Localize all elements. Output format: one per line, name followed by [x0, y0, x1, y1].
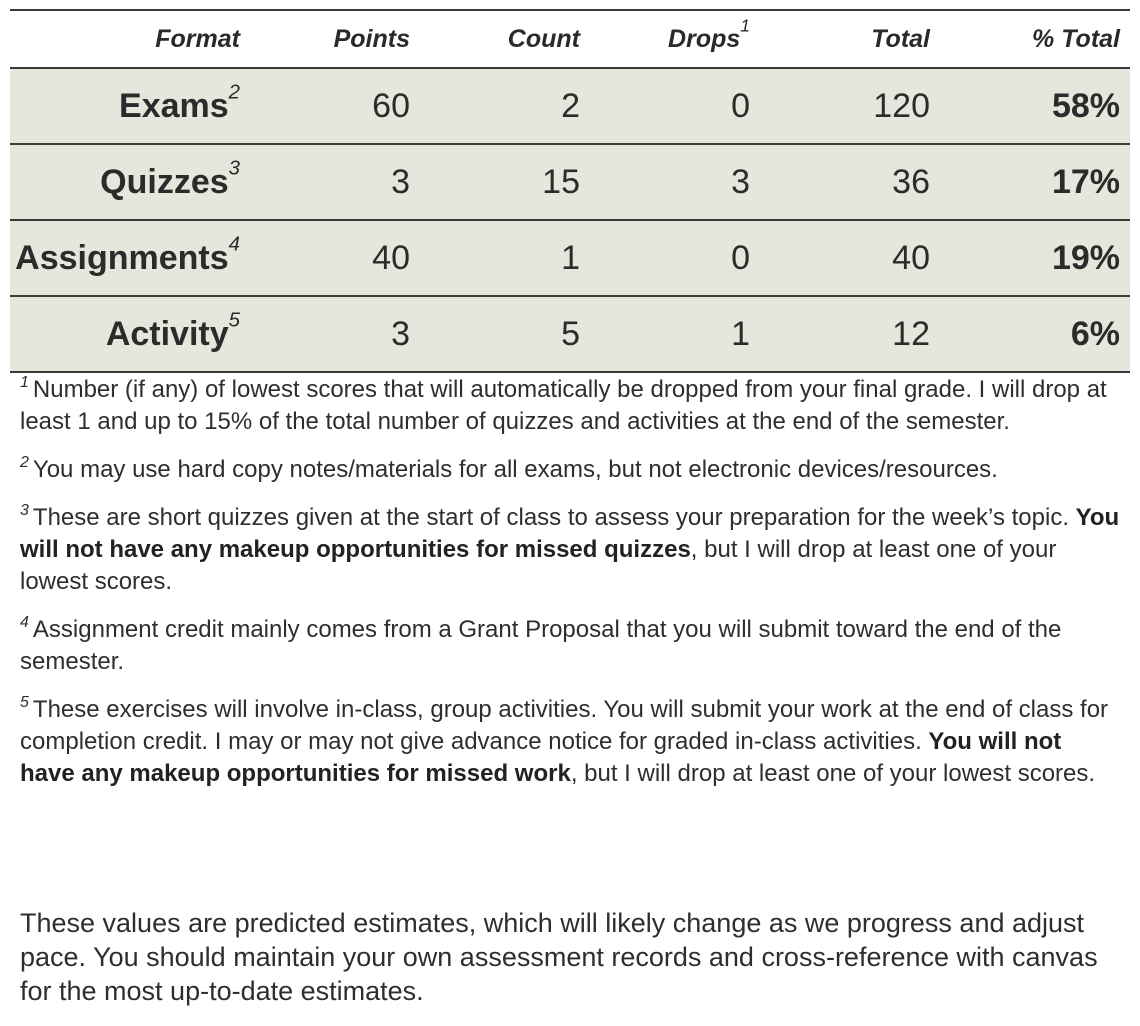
footnote-marker: 5 [228, 309, 240, 332]
row-points: 3 [240, 296, 410, 372]
row-count: 5 [410, 296, 580, 372]
format-label: Activity [105, 314, 229, 353]
format-label: Assignments [15, 238, 229, 277]
closing-paragraph: These values are predicted estimates, which will likely change as we progress and adjust pace. You should maintain your own assessment records and cross-reference with canvas for the most up-to-date estimates. [20, 908, 1098, 1006]
footnote-text-after: , but I will drop at least one of your lowest scores. [570, 760, 1096, 787]
footnote [20, 694, 1120, 790]
footnote-emphasis: You will not have any makeup opportunities for missed quizzes [20, 504, 1120, 563]
footnote-marker: 4 [228, 233, 240, 256]
row-total: 120 [750, 68, 930, 144]
row-total: 12 [750, 296, 930, 372]
footnote-marker: 3 [228, 157, 240, 180]
footnotes [20, 374, 1120, 806]
table-row [10, 296, 1130, 372]
header-total: Total [750, 10, 930, 68]
row-format [10, 220, 240, 296]
row-pct-total: 17% [930, 144, 1130, 220]
row-pct-total: 58% [930, 68, 1130, 144]
header-drops-footnote-marker: 1 [740, 14, 750, 35]
header-pct-total: % Total [930, 10, 1130, 68]
table-header-row [10, 10, 1130, 68]
grade-breakdown-table [10, 9, 1130, 373]
row-points: 40 [240, 220, 410, 296]
header-format: Format [10, 10, 240, 68]
row-format [10, 144, 240, 220]
footnote-number: 3 [20, 502, 29, 519]
footnote-text: Number (if any) of lowest scores that will automatically be dropped from your final grade. I will drop at least 1 and up to 15% of the total number of quizzes and activities at the end of the semester. [20, 376, 1107, 435]
row-points: 3 [240, 144, 410, 220]
row-format [10, 68, 240, 144]
row-total: 40 [750, 220, 930, 296]
footnote-text: These exercises will involve in-class, group activities. You will submit your work at the end of class for completion credit. I may or may not give advance notice for graded in-class activities. [20, 696, 1109, 755]
footnote-number: 4 [20, 614, 29, 631]
row-format [10, 296, 240, 372]
footnote-text: Assignment credit mainly comes from a Grant Proposal that you will submit toward the end of the semester. [20, 616, 1062, 675]
row-count: 1 [410, 220, 580, 296]
header-drops [580, 10, 750, 68]
footnote [20, 614, 1120, 678]
footnote-marker: 2 [228, 81, 240, 104]
footnote-text: You may use hard copy notes/materials for all exams, but not electronic devices/resources. [32, 456, 998, 483]
table-row [10, 68, 1130, 144]
footnote-number: 2 [20, 454, 29, 471]
row-pct-total: 6% [930, 296, 1130, 372]
row-count: 2 [410, 68, 580, 144]
header-count: Count [410, 10, 580, 68]
row-points: 60 [240, 68, 410, 144]
row-drops: 3 [580, 144, 750, 220]
footnote [20, 374, 1120, 438]
row-total: 36 [750, 144, 930, 220]
table-row [10, 220, 1130, 296]
row-pct-total: 19% [930, 220, 1130, 296]
footnote [20, 454, 1120, 486]
row-drops: 0 [580, 220, 750, 296]
footnote-number: 1 [20, 374, 29, 391]
footnote-text: These are short quizzes given at the start of class to assess your preparation for the week’s topic. [32, 504, 1076, 531]
row-drops: 0 [580, 68, 750, 144]
header-drops-label: Drops [668, 24, 741, 53]
footnote [20, 502, 1120, 598]
footnote-emphasis: You will not have any makeup opportunities for missed work [20, 728, 1062, 787]
format-label: Exams [119, 86, 229, 125]
table-row [10, 144, 1130, 220]
footnote-text-after: , but I will drop at least one of your lowest scores. [20, 536, 1057, 595]
header-points: Points [240, 10, 410, 68]
row-drops: 1 [580, 296, 750, 372]
row-count: 15 [410, 144, 580, 220]
footnote-number: 5 [20, 694, 29, 711]
format-label: Quizzes [100, 162, 229, 201]
